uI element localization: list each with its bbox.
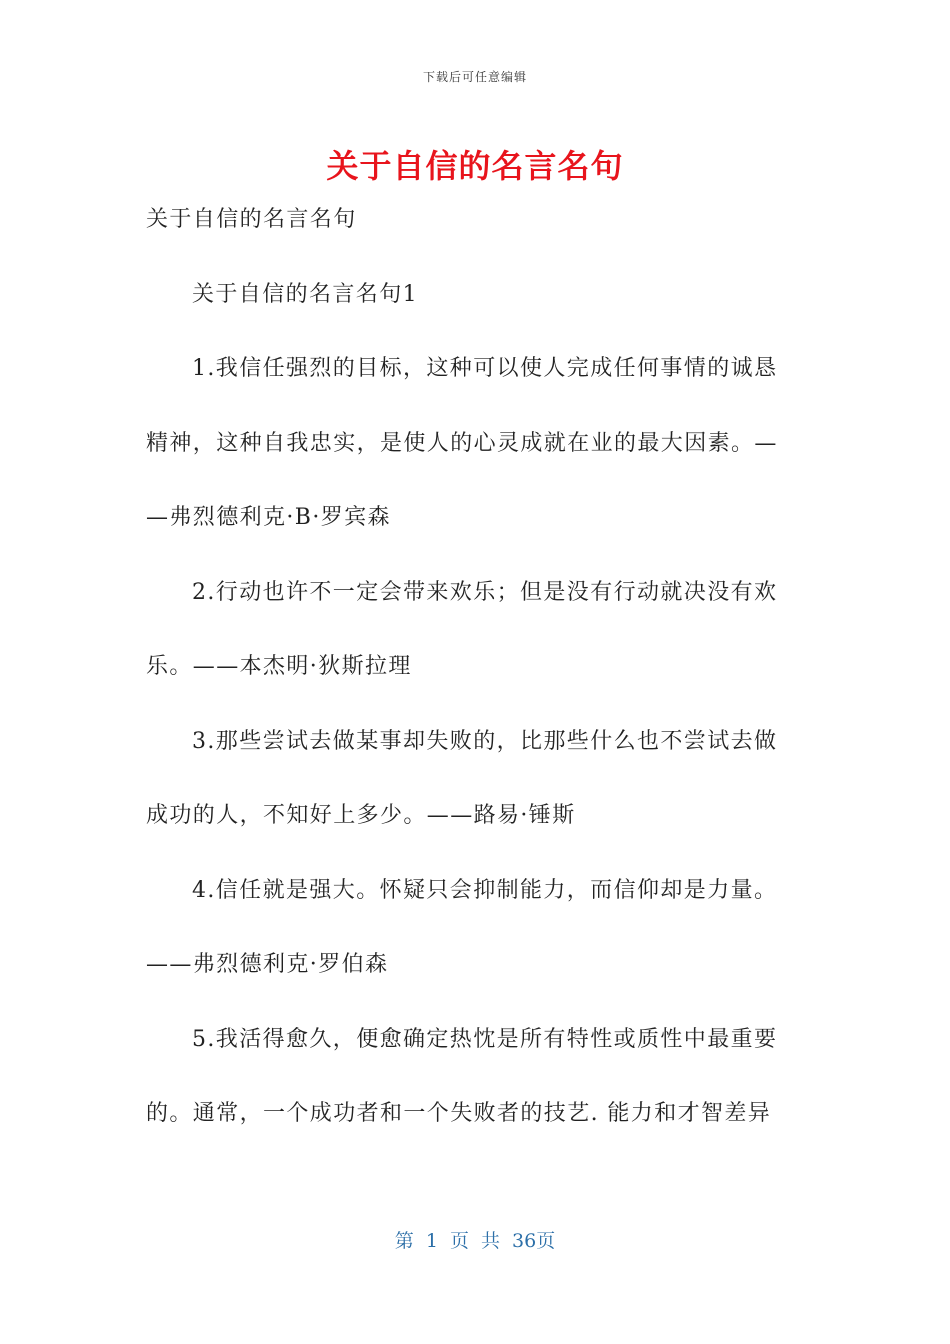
body-line: 4.信任就是强大。怀疑只会抑制能力，而信仰却是力量。 xyxy=(192,878,778,903)
body-line: 2.行动也许不一定会带来欢乐；但是没有行动就决没有欢 xyxy=(192,580,778,605)
body-line: 的。通常，一个成功者和一个失败者的技艺. 能力和才智差异 xyxy=(146,1101,772,1126)
body-line: —弗烈德利克·B·罗宾森 xyxy=(146,505,391,530)
section-heading: 关于自信的名言名句1 xyxy=(192,282,418,307)
body-line: 精神，这种自我忠实，是使人的心灵成就在业的最大因素。— xyxy=(146,431,778,456)
body-line: 乐。——本杰明·狄斯拉理 xyxy=(146,654,412,679)
body-line: ——弗烈德利克·罗伯森 xyxy=(146,952,389,977)
body-line: 1.我信任强烈的目标，这种可以使人完成任何事情的诚恳 xyxy=(192,356,778,381)
body-line: 5.我活得愈久，便愈确定热忱是所有特性或质性中最重要 xyxy=(192,1027,778,1052)
body-line: 成功的人，不知好上多少。——路易·锤斯 xyxy=(146,803,576,828)
body-line: 3.那些尝试去做某事却失败的，比那些什么也不尝试去做 xyxy=(192,729,778,754)
page-indicator: 第 1 页 共 36页 xyxy=(394,1230,556,1252)
subtitle-line: 关于自信的名言名句 xyxy=(146,207,357,232)
document-title: 关于自信的名言名句 xyxy=(326,147,624,185)
header-note: 下载后可任意编辑 xyxy=(422,70,527,84)
